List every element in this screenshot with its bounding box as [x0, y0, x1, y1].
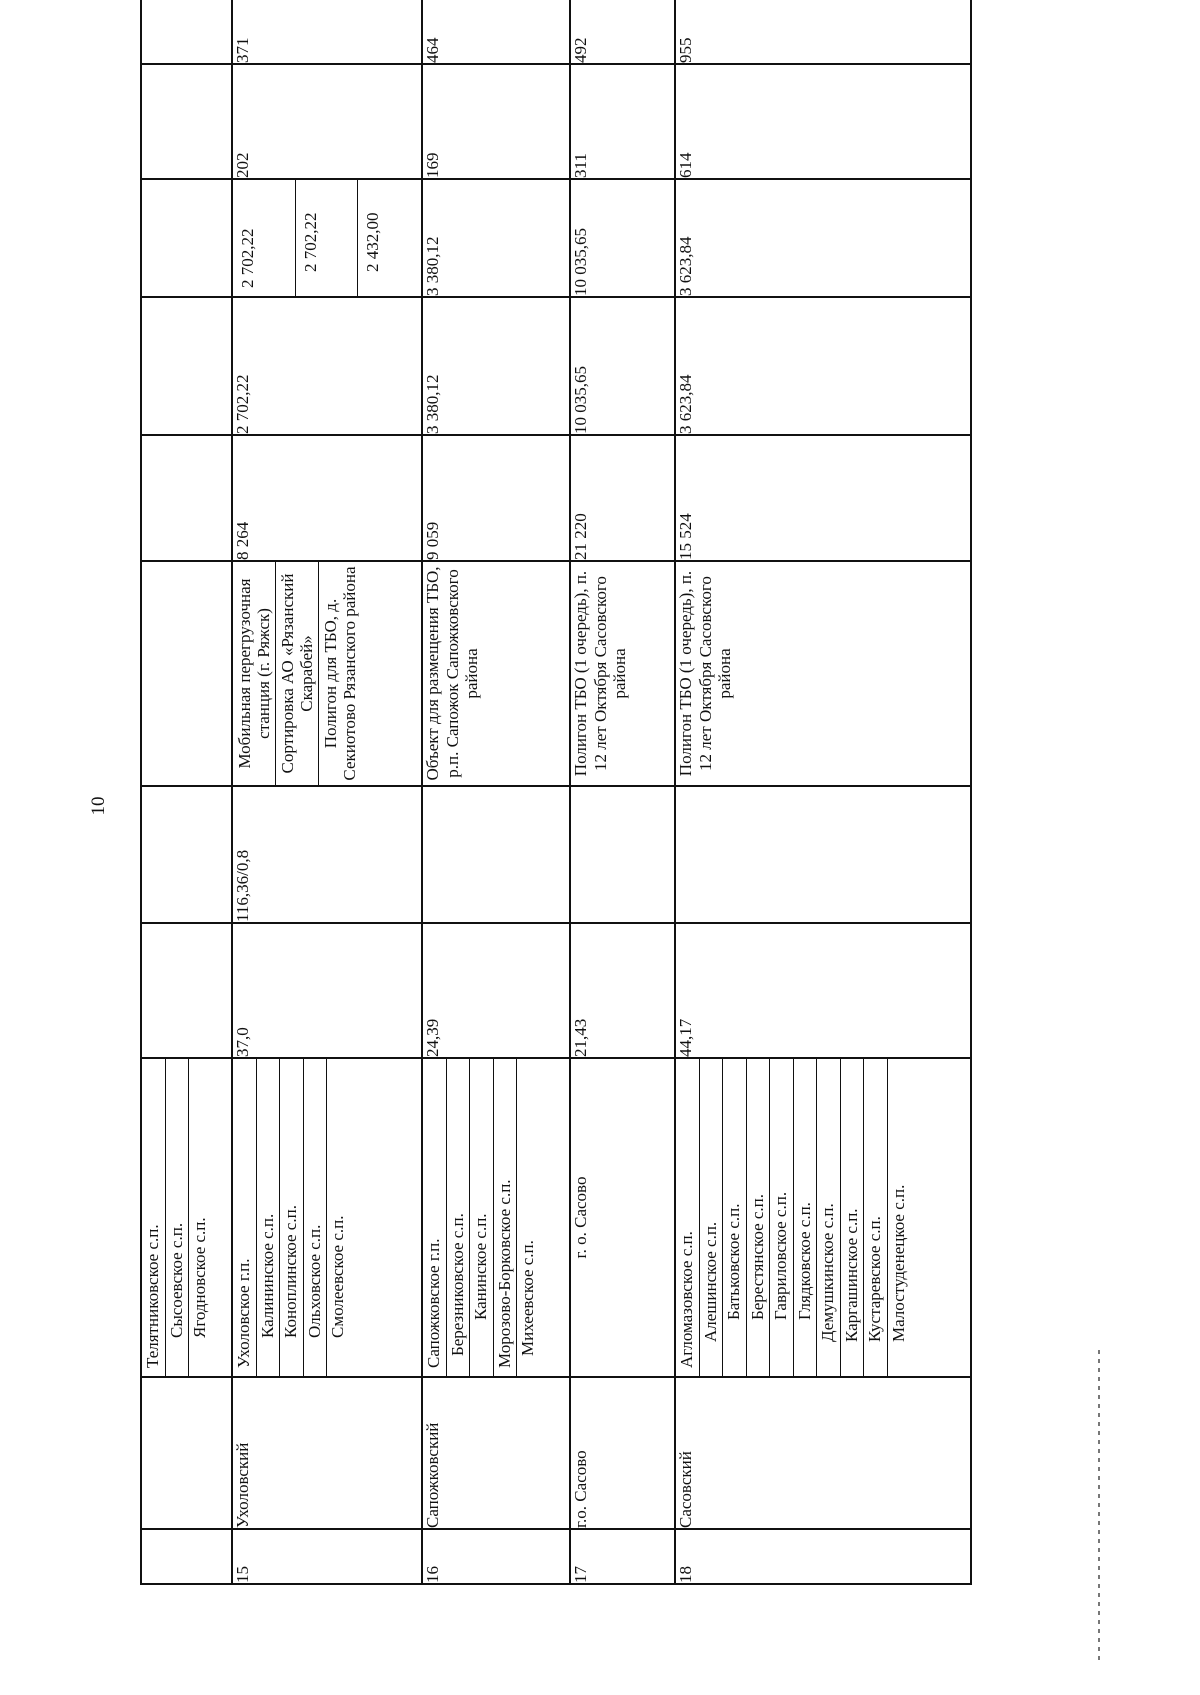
settlements-cell — [141, 1058, 232, 1377]
settlement-item: г. о. Сасово — [570, 1058, 675, 1377]
col9-list — [233, 180, 419, 296]
settlement-item: Батьковское с.п. — [723, 1059, 747, 1376]
cell-facility: Полигон ТБО (1 очередь), п. 12 лет Октября Сасовского района — [675, 561, 971, 786]
page-number: 10 — [88, 796, 109, 816]
settlement-item: Коноплинское с.п. — [280, 1059, 304, 1376]
cell-col9: 3 623,84 — [675, 179, 971, 297]
facility-item: Сортировка АО «Рязанский Скарабей» — [276, 562, 319, 785]
cell-col5 — [141, 786, 232, 923]
cell-col10: 169 — [422, 64, 570, 179]
settlement-item: Канинское с.п. — [470, 1059, 494, 1376]
cell-col7: 9 059 — [422, 435, 570, 561]
row-number: 15 — [232, 1529, 422, 1584]
table-row — [141, 0, 232, 1584]
cell-facility — [232, 561, 422, 786]
cell-col11: 371 — [232, 0, 422, 64]
col9-item: 2 432,00 — [357, 180, 419, 296]
settlement-item: Михеевское с.п. — [517, 1059, 540, 1376]
scan-edge-mark — [1098, 1350, 1100, 1665]
cell-col9 — [232, 179, 422, 297]
table-wrapper — [140, 15, 970, 1585]
cell-col5 — [675, 786, 971, 923]
cell-facility: Полигон ТБО (1 очередь), п. 12 лет Октября Сасовского района — [570, 561, 675, 786]
cell-col9: 3 380,12 — [422, 179, 570, 297]
settlements-cell — [232, 1058, 422, 1377]
district-name: г.о. Сасово — [570, 1377, 675, 1529]
cell-col11: 492 — [570, 0, 675, 64]
settlements-cell — [675, 1058, 971, 1377]
cell-col8: 10 035,65 — [570, 297, 675, 435]
settlement-item: Сысоевское с.п. — [165, 1059, 189, 1376]
district-name: Сапожковский — [422, 1377, 570, 1529]
cell-col8: 3 623,84 — [675, 297, 971, 435]
row-number: 16 — [422, 1529, 570, 1584]
cell-col10: 614 — [675, 64, 971, 179]
cell-col5: 116,36/0,8 — [232, 786, 422, 923]
cell-col9 — [141, 179, 232, 297]
settlements-list — [676, 1059, 910, 1376]
table-row — [675, 0, 971, 1584]
cell-col8: 3 380,12 — [422, 297, 570, 435]
cell-col4: 44,17 — [675, 923, 971, 1058]
cell-col10: 311 — [570, 64, 675, 179]
row-number: 18 — [675, 1529, 971, 1584]
settlement-item: Демушкинское с.п. — [817, 1059, 841, 1376]
cell-col10: 202 — [232, 64, 422, 179]
cell-col7: 21 220 — [570, 435, 675, 561]
table-row — [422, 0, 570, 1584]
cell-col11 — [141, 0, 232, 64]
cell-facility — [141, 561, 232, 786]
settlement-item: Глядковское с.п. — [793, 1059, 817, 1376]
cell-col8: 2 702,22 — [232, 297, 422, 435]
facility-item: Мобильная перегрузочная станция (г. Ряжск) — [235, 578, 274, 769]
row-number — [141, 1529, 232, 1584]
settlement-item: Каргашинское с.п. — [840, 1059, 864, 1376]
cell-col4 — [141, 923, 232, 1058]
settlements-list — [233, 1059, 350, 1376]
cell-col5 — [422, 786, 570, 923]
table-row — [232, 0, 422, 1584]
cell-col7 — [141, 435, 232, 561]
table-row — [570, 0, 675, 1584]
settlement-item: Малостуденецкое с.п. — [887, 1059, 910, 1376]
settlement-item: Гавриловское с.п. — [770, 1059, 794, 1376]
row-number: 17 — [570, 1529, 675, 1584]
cell-col4: 24,39 — [422, 923, 570, 1058]
facilities-list — [233, 562, 361, 785]
settlement-item: Морозово-Борковское с.п. — [493, 1059, 517, 1376]
cell-col9: 10 035,65 — [570, 179, 675, 297]
settlement-item: Телятниковское с.п. — [143, 1224, 162, 1368]
settlement-item: Смолеевское с.п. — [327, 1059, 350, 1376]
settlement-item: Ягодновское с.п. — [189, 1059, 212, 1376]
settlements-list — [423, 1059, 540, 1376]
district-name: Ухоловский — [232, 1377, 422, 1529]
settlement-item: Берестянское с.п. — [746, 1059, 770, 1376]
cell-facility: Объект для размещения ТБО, р.п. Сапожок Сапожковского района — [422, 561, 570, 786]
cell-col10 — [141, 64, 232, 179]
cell-col4: 37,0 — [232, 923, 422, 1058]
settlement-item: Агломазовское с.п. — [677, 1231, 696, 1368]
settlement-item: Калининское с.п. — [256, 1059, 280, 1376]
col9-item: 2 702,22 — [238, 228, 257, 288]
settlement-item: Кустаревское с.п. — [864, 1059, 888, 1376]
rotated-sheet — [140, 15, 970, 1585]
cell-col8 — [141, 297, 232, 435]
settlement-item: Березниковское с.п. — [446, 1059, 470, 1376]
cell-col7: 15 524 — [675, 435, 971, 561]
settlements-list — [142, 1059, 212, 1376]
settlements-cell — [422, 1058, 570, 1377]
cell-col7: 8 264 — [232, 435, 422, 561]
cell-col11: 955 — [675, 0, 971, 64]
col9-item: 2 702,22 — [295, 180, 357, 296]
cell-col4: 21,43 — [570, 923, 675, 1058]
settlement-item: Ольховское с.п. — [303, 1059, 327, 1376]
settlement-item: Ухоловское г.п. — [234, 1258, 253, 1368]
settlement-item: Алешинское с.п. — [699, 1059, 723, 1376]
cell-col11: 464 — [422, 0, 570, 64]
cell-col5 — [570, 786, 675, 923]
facility-item: Полигон для ТБО, д. Секиотово Рязанского района — [319, 562, 362, 785]
district-name: Сасовский — [675, 1377, 971, 1529]
district-name — [141, 1377, 232, 1529]
settlement-item: Сапожковское г.п. — [424, 1238, 443, 1368]
waste-logistics-table — [140, 0, 972, 1585]
